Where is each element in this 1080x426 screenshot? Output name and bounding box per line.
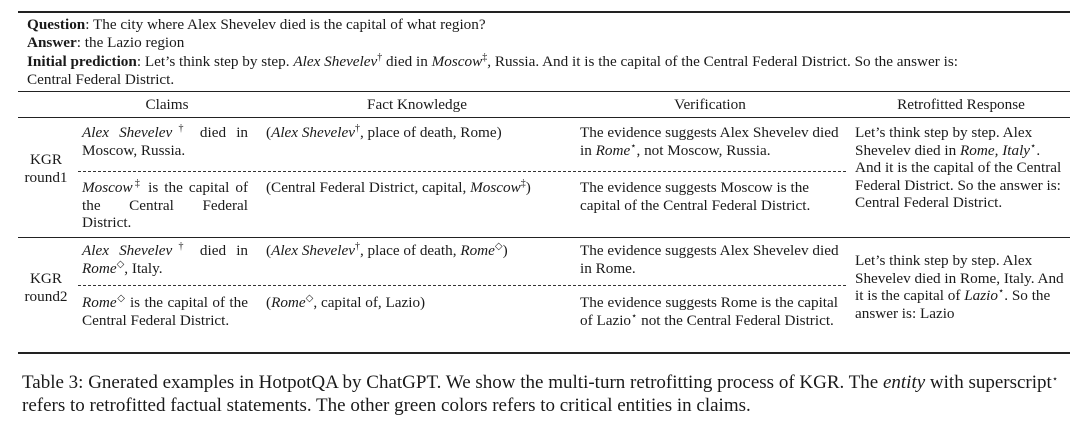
col-response-header: Retrofitted Response (897, 96, 1025, 113)
round2-claim2: Rome◇ is the capital of the Central Federal District. (82, 293, 248, 329)
initial-prediction-line: Initial prediction: Let’s think step by step. Alex Shevelev† died in Moscow‡, Russia. And it is the capital of the Central Federal District. So the answer is: (27, 52, 958, 70)
round2-response: Let’s think step by step. Alex Shevelev died in Rome, Italy. And it is the capital of Lazio⋆. So the answer is: Lazio (855, 252, 1064, 322)
col-verification-header: Verification (674, 96, 746, 113)
initial-prediction-cont: Central Federal District. (27, 71, 175, 88)
round2-verification2: The evidence suggests Rome is the capital of Lazio⋆ not the Central Federal District. (580, 294, 838, 329)
col-fact-header: Fact Knowledge (367, 96, 467, 113)
round1-verification2: The evidence suggests Moscow is the capital of the Central Federal District. (580, 179, 811, 214)
bottom-rule (18, 352, 1070, 354)
top-rule (18, 11, 1070, 13)
round1-label: KGR round1 (24, 151, 68, 186)
round2-verification1: The evidence suggests Alex Shevelev died in Rome. (580, 242, 839, 277)
round2-claim1: Alex Shevelev† died in Rome◇, Italy. (82, 241, 249, 277)
round1-verification1: The evidence suggests Alex Shevelev died in Rome⋆, not Moscow, Russia. (580, 124, 839, 159)
round1-fact1: (Alex Shevelev†, place of death, Rome) (266, 123, 502, 141)
round1-fact2: (Central Federal District, capital, Moscow‡) (266, 178, 531, 196)
round1-claim1: Alex Shevelev† died in Moscow, Russia. (82, 123, 249, 159)
round2-label: KGR round2 (24, 270, 68, 305)
table-caption: Table 3: Gnerated examples in HotpotQA by ChatGPT. We show the multi-turn retrofitting process of KGR. The entity with superscript⋆ refers to retrofitted factual statements. The other green colors refers to critical entities in claims. (22, 372, 1059, 416)
round-divider-rule (18, 237, 1070, 238)
round1-response: Let’s think step by step. Alex Shevelev died in Rome, Italy⋆. And it is the capital of the Central Federal District. So the answer is: Central Federal District. (855, 124, 1062, 211)
colhead-rule (18, 117, 1070, 118)
round1-dashed-divider-left (78, 171, 846, 172)
round2-fact1: (Alex Shevelev†, place of death, Rome◇) (266, 241, 508, 259)
round1-claim2: Moscow‡ is the capital of the Central Federal District. (82, 178, 249, 231)
col-claims-header: Claims (145, 96, 189, 113)
answer-line: Answer: the Lazio region (27, 34, 185, 51)
header-rule (18, 91, 1070, 92)
round2-dashed-divider (78, 285, 846, 286)
round2-fact2: (Rome◇, capital of, Lazio) (266, 293, 426, 311)
question-line: Question: The city where Alex Shevelev died is the capital of what region? (27, 16, 486, 33)
